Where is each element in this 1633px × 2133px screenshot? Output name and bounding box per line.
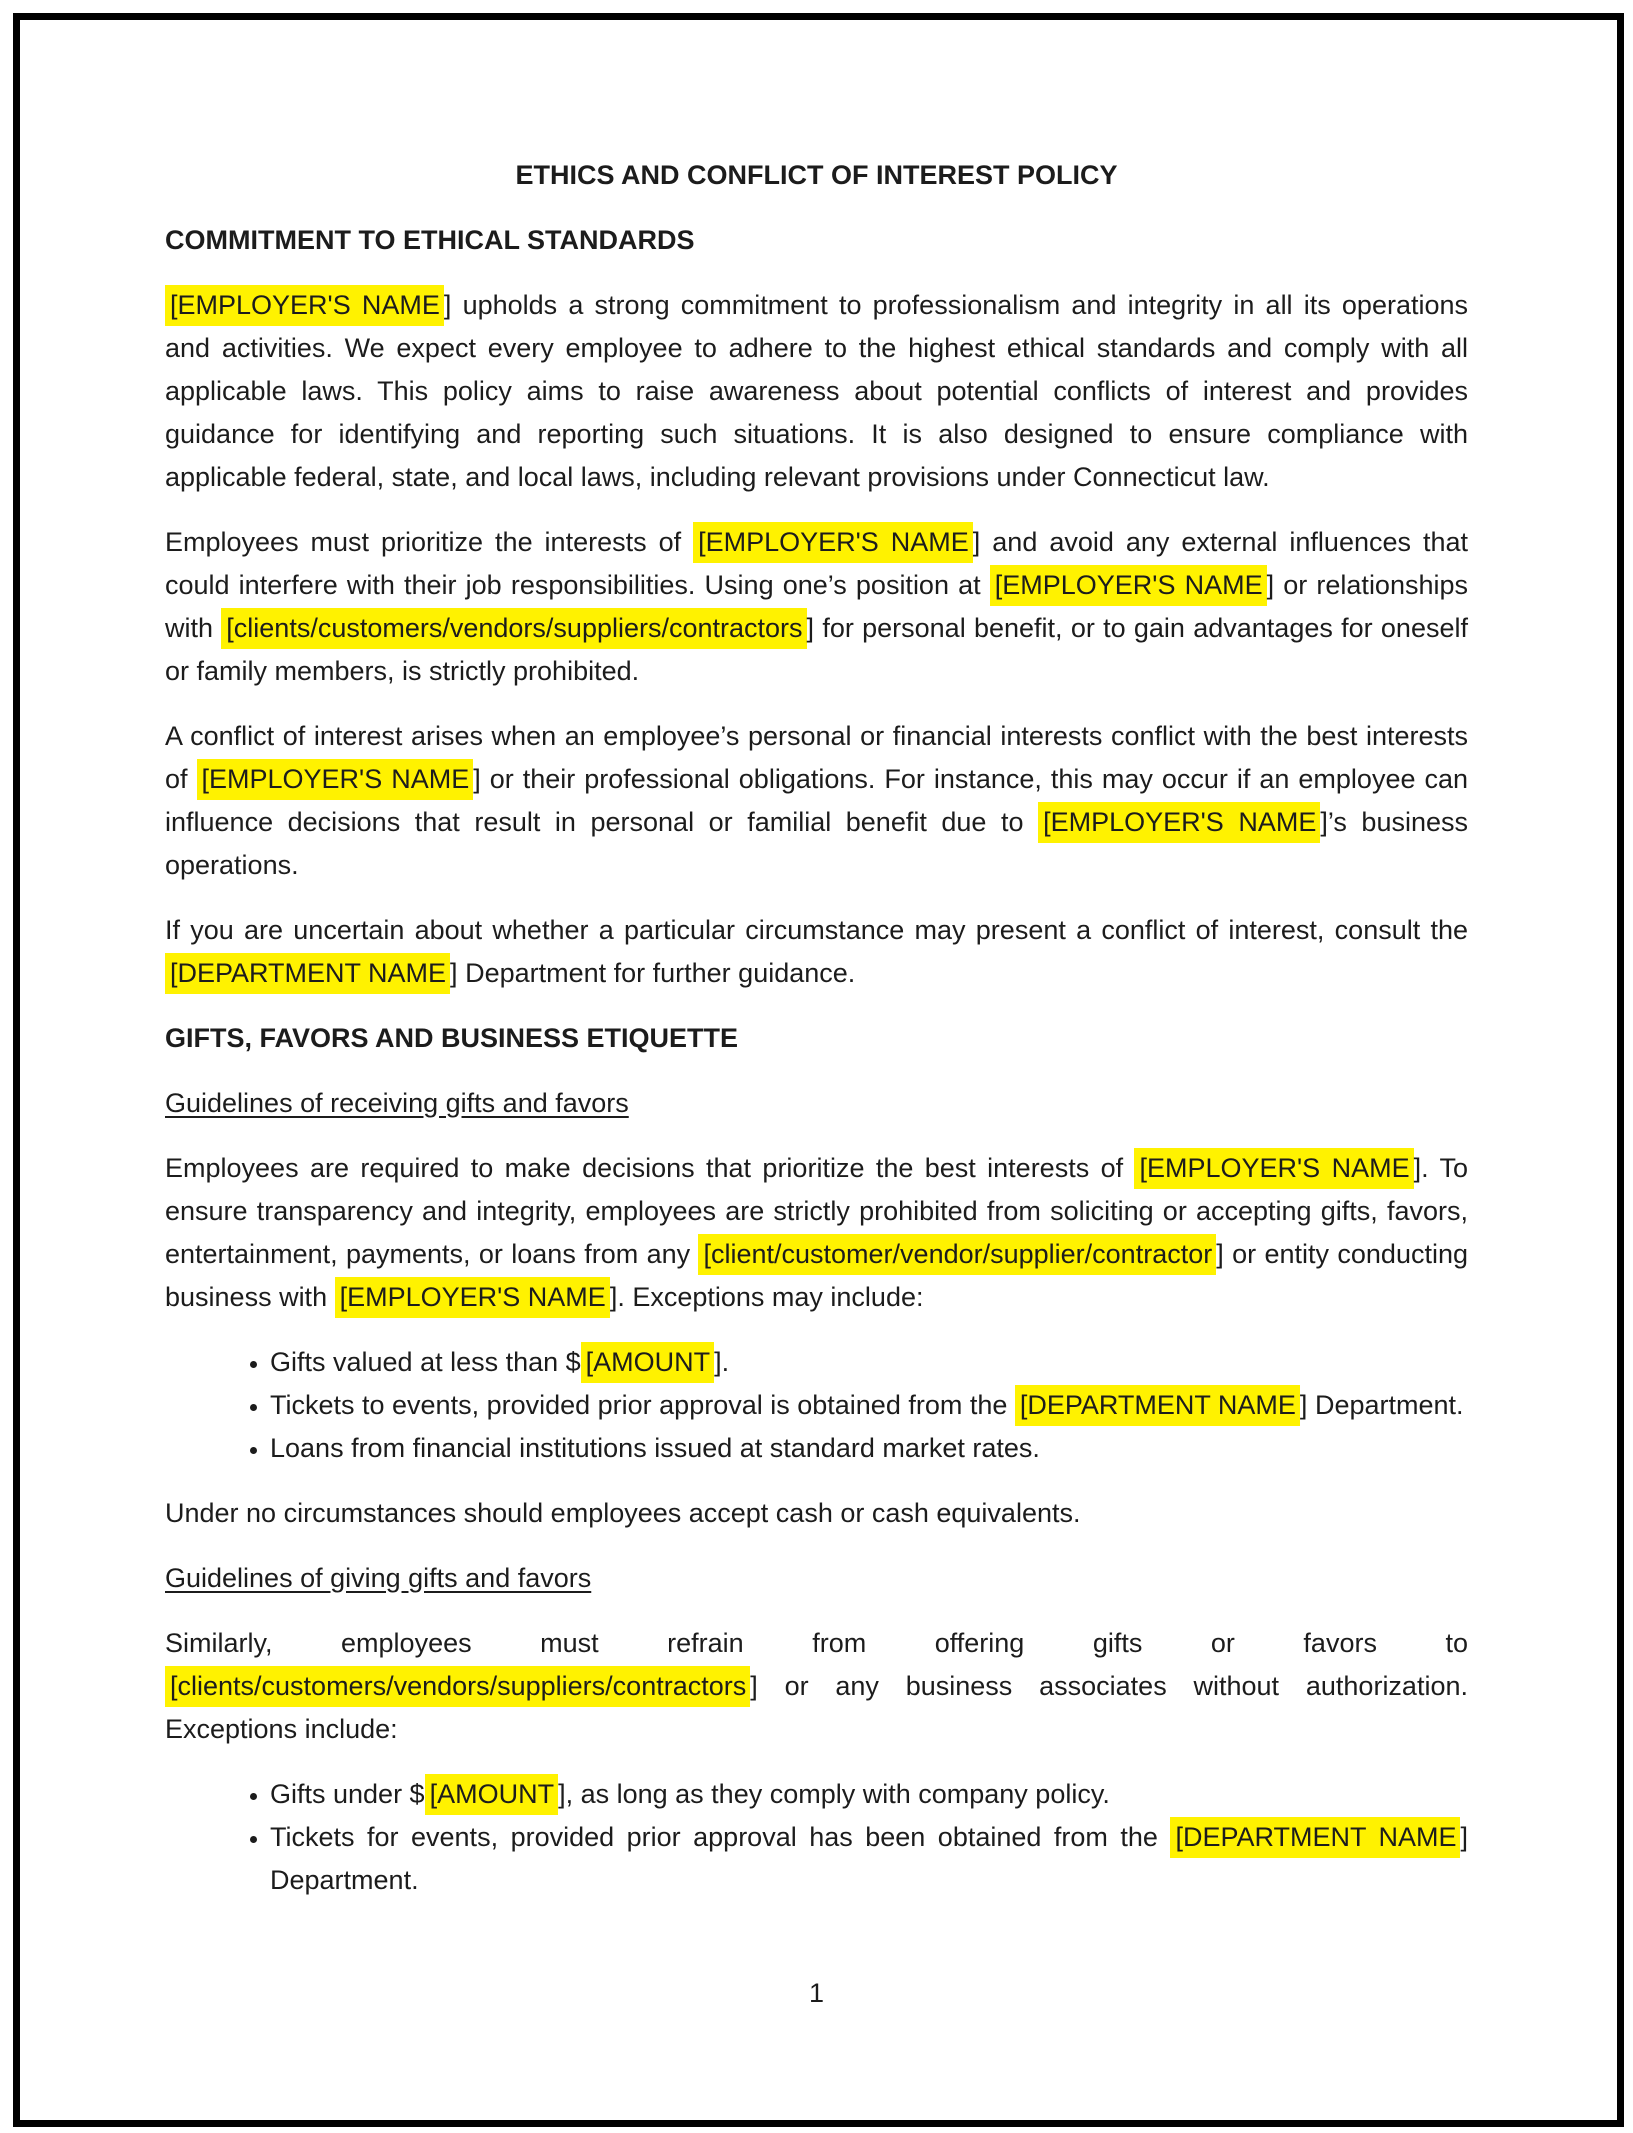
section-heading-commitment: COMMITMENT TO ETHICAL STANDARDS <box>165 225 695 255</box>
receiving-exceptions-list <box>165 1341 1468 1470</box>
highlighted-placeholder-text: [EMPLOYER'S NAME <box>1134 1148 1413 1189</box>
placeholder-field: [EMPLOYER'S NAME ] <box>165 285 451 326</box>
highlighted-placeholder-text: [client/customer/vendor/supplier/contractor <box>698 1234 1216 1275</box>
placeholder-field: [EMPLOYER'S NAME ]’s <box>1038 802 1347 843</box>
list-item-gifts-amount: • Gifts valued at less than $ [AMOUNT ]. <box>270 1341 1468 1384</box>
placeholder-field: [EMPLOYER'S NAME ] <box>693 522 980 563</box>
placeholder-field: [DEPARTMENT NAME ] <box>165 953 458 994</box>
paragraph-conflict-definition: A conflict of interest arises when an employee’s personal or financial interests conflict with the best interests of [EMPLOYER'S NAME ] or their professional obligations. For instance, this may occur if an employee can influence decisions that result in personal or familial benefit due to [EMPLOYER'S NAME ]’s business operations. <box>165 721 1468 880</box>
highlighted-placeholder-text: [DEPARTMENT NAME <box>1170 1817 1460 1858</box>
list-item-tickets-approval: • Tickets to events, provided prior approval is obtained from the [DEPARTMENT NAME ] Department. <box>270 1384 1468 1427</box>
subheading-receiving-gifts: Guidelines of receiving gifts and favors <box>165 1088 629 1118</box>
highlighted-placeholder-text: [clients/customers/vendors/suppliers/contractors <box>165 1666 750 1707</box>
list-item-loans: • Loans from financial institutions issued at standard market rates. <box>270 1427 1468 1470</box>
paragraph-prioritize-interests: Employees must prioritize the interests of [EMPLOYER'S NAME ] and avoid any external influences that could interfere with their job responsibilities. Using one’s position at [EMPLOYER'S NAME ] or relationships with [clients/customers/vendors/suppliers/contractors ] for personal benefit, or to gain advantages for oneself or family members, is strictly prohibited. <box>165 521 1468 693</box>
list-item-gifts-under-amount: • Gifts under $ [AMOUNT ], as long as they comply with company policy. <box>270 1773 1468 1816</box>
placeholder-field: [client/customer/vendor/supplier/contractor ] <box>698 1234 1223 1275</box>
highlighted-placeholder-text: [AMOUNT <box>581 1342 715 1383</box>
paragraph-receiving-intro: Employees are required to make decisions that prioritize the best interests of [EMPLOYER'S NAME ]. To ensure transparency and integrity, employees are strictly prohibited from soliciting or accepting gifts, favors, entertainment, payments, or loans from any [client/customer/vendor/supplier/contractor ] or entity conducting business with [EMPLOYER'S NAME ]. Exceptions may include: <box>165 1147 1468 1319</box>
highlighted-placeholder-text: [EMPLOYER'S NAME <box>990 565 1267 606</box>
placeholder-field: [clients/customers/vendors/suppliers/contractors ] <box>165 1666 758 1707</box>
placeholder-field: [DEPARTMENT NAME ] <box>1015 1385 1308 1426</box>
placeholder-field: [EMPLOYER'S NAME ] <box>990 565 1274 606</box>
highlighted-placeholder-text: [EMPLOYER'S NAME <box>197 759 474 800</box>
subheading-giving-gifts: Guidelines of giving gifts and favors <box>165 1563 592 1593</box>
highlighted-placeholder-text: [EMPLOYER'S NAME <box>165 285 444 326</box>
placeholder-field: [AMOUNT ], <box>425 1774 574 1815</box>
highlighted-placeholder-text: [DEPARTMENT NAME <box>165 953 450 994</box>
highlighted-placeholder-text: [EMPLOYER'S NAME <box>1038 802 1320 843</box>
document-body <box>165 0 1468 1924</box>
highlighted-placeholder-text: [EMPLOYER'S NAME <box>335 1277 610 1318</box>
paragraph-giving-intro: Similarly, employees must refrain from offering gifts or favors to [clients/customers/vendors/suppliers/contractors ] or any business associates without authorization. Exceptions include: <box>165 1628 1468 1744</box>
highlighted-placeholder-text: [EMPLOYER'S NAME <box>693 522 973 563</box>
paragraph-commitment-intro: [EMPLOYER'S NAME ] upholds a strong commitment to professionalism and integrity in all its operations and activities. We expect every employee to adhere to the highest ethical standards and comply with all applicable laws. This policy aims to raise awareness about potential conflicts of interest and provides guidance for identifying and reporting such situations. It is also designed to ensure compliance with applicable federal, state, and local laws, including relevant provisions under Connecticut law. <box>165 284 1468 499</box>
highlighted-placeholder-text: [DEPARTMENT NAME <box>1015 1385 1300 1426</box>
giving-exceptions-list <box>165 1773 1468 1902</box>
paragraph-uncertainty-guidance: If you are uncertain about whether a particular circumstance may present a conflict of interest, consult the [DEPARTMENT NAME ] Department for further guidance. <box>165 909 1468 995</box>
highlighted-placeholder-text: [AMOUNT <box>425 1774 559 1815</box>
page-number: 1 <box>808 1978 825 2008</box>
placeholder-field: [EMPLOYER'S NAME ]. <box>335 1277 625 1318</box>
section-heading-gifts: GIFTS, FAVORS AND BUSINESS ETIQUETTE <box>165 1023 739 1053</box>
document-title: ETHICS AND CONFLICT OF INTEREST POLICY <box>515 160 1118 190</box>
placeholder-field: [clients/customers/vendors/suppliers/contractors ] <box>221 608 814 649</box>
list-item-tickets-for-events: • Tickets for events, provided prior approval has been obtained from the [DEPARTMENT NAME ] Department. <box>270 1816 1468 1902</box>
placeholder-field: [DEPARTMENT NAME ] <box>1170 1817 1468 1858</box>
paragraph-cash-note: Under no circumstances should employees accept cash or cash equivalents. <box>165 1498 1081 1528</box>
placeholder-field: [AMOUNT ]. <box>581 1342 730 1383</box>
placeholder-field: [EMPLOYER'S NAME ] <box>197 759 481 800</box>
highlighted-placeholder-text: [clients/customers/vendors/suppliers/contractors <box>221 608 806 649</box>
placeholder-field: [EMPLOYER'S NAME ]. <box>1134 1148 1428 1189</box>
